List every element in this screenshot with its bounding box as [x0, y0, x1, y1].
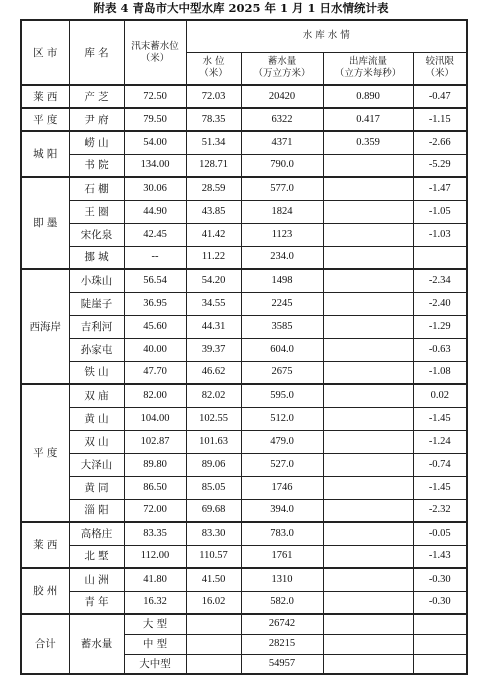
table-row — [21, 407, 467, 430]
limit-level-cell: 82.00 — [124, 384, 186, 407]
table-row — [21, 430, 467, 453]
outflow-cell — [323, 315, 413, 338]
reservoir-name-cell: 书 院 — [69, 154, 124, 177]
table-row — [21, 476, 467, 499]
storage-cell: 2245 — [241, 292, 323, 315]
reservoir-name-cell: 崂 山 — [69, 131, 124, 154]
total-row — [21, 614, 467, 634]
total-blank-cell — [186, 654, 241, 674]
storage-cell: 527.0 — [241, 453, 323, 476]
outflow-cell — [323, 223, 413, 246]
water-level-cell: 72.03 — [186, 85, 241, 108]
district-cell: 平 度 — [21, 108, 69, 131]
water-level-cell: 39.37 — [186, 338, 241, 361]
vs-limit-cell: -0.30 — [413, 591, 467, 614]
water-level-cell: 69.68 — [186, 499, 241, 522]
limit-level-cell: 112.00 — [124, 545, 186, 568]
vs-limit-cell: -1.45 — [413, 407, 467, 430]
reservoir-table — [20, 19, 468, 675]
outflow-cell — [323, 499, 413, 522]
header-limit-level: 汛末蓄水位 （米） — [124, 20, 186, 85]
outflow-cell — [323, 430, 413, 453]
limit-level-cell: 36.95 — [124, 292, 186, 315]
water-level-cell: 16.02 — [186, 591, 241, 614]
outflow-cell — [323, 292, 413, 315]
reservoir-name-cell: 高格庄 — [69, 522, 124, 545]
total-label: 合计 — [21, 614, 69, 674]
reservoir-name-cell: 尹 府 — [69, 108, 124, 131]
vs-limit-cell: -0.30 — [413, 568, 467, 591]
table-row — [21, 361, 467, 384]
table-row — [21, 568, 467, 591]
water-level-cell: 11.22 — [186, 246, 241, 269]
water-level-cell: 83.30 — [186, 522, 241, 545]
limit-level-cell: 44.90 — [124, 200, 186, 223]
total-blank-cell — [323, 634, 413, 654]
total-blank-cell — [413, 634, 467, 654]
storage-cell: 1498 — [241, 269, 323, 292]
vs-limit-cell: -2.34 — [413, 269, 467, 292]
limit-level-cell: 40.00 — [124, 338, 186, 361]
header-storage: 蓄水量 （万立方米） — [241, 52, 323, 85]
limit-level-cell: 83.35 — [124, 522, 186, 545]
limit-level-cell: 56.54 — [124, 269, 186, 292]
total-blank-cell — [186, 614, 241, 634]
total-value-cell: 28215 — [241, 634, 323, 654]
outflow-cell — [323, 476, 413, 499]
storage-cell: 2675 — [241, 361, 323, 384]
table-row — [21, 269, 467, 292]
limit-level-cell: 45.60 — [124, 315, 186, 338]
district-cell: 即 墨 — [21, 177, 69, 269]
storage-cell: 582.0 — [241, 591, 323, 614]
limit-level-cell: -- — [124, 246, 186, 269]
storage-cell: 595.0 — [241, 384, 323, 407]
storage-cell: 234.0 — [241, 246, 323, 269]
total-blank-cell — [323, 614, 413, 634]
reservoir-name-cell: 北 墅 — [69, 545, 124, 568]
outflow-cell — [323, 200, 413, 223]
vs-limit-cell: -1.24 — [413, 430, 467, 453]
vs-limit-cell: -1.45 — [413, 476, 467, 499]
district-cell: 莱 西 — [21, 522, 69, 568]
storage-cell: 394.0 — [241, 499, 323, 522]
outflow-cell — [323, 545, 413, 568]
district-cell: 胶 州 — [21, 568, 69, 614]
storage-cell: 1824 — [241, 200, 323, 223]
outflow-cell — [323, 407, 413, 430]
water-level-cell: 85.05 — [186, 476, 241, 499]
limit-level-cell: 72.50 — [124, 85, 186, 108]
storage-cell: 783.0 — [241, 522, 323, 545]
outflow-cell: 0.417 — [323, 108, 413, 131]
water-level-cell: 51.34 — [186, 131, 241, 154]
vs-limit-cell: -0.74 — [413, 453, 467, 476]
limit-level-cell: 102.87 — [124, 430, 186, 453]
limit-level-cell: 89.80 — [124, 453, 186, 476]
header-water-regime: 水 库 水 情 — [186, 20, 467, 52]
storage-cell: 20420 — [241, 85, 323, 108]
water-level-cell: 78.35 — [186, 108, 241, 131]
limit-level-cell: 134.00 — [124, 154, 186, 177]
vs-limit-cell: 0.02 — [413, 384, 467, 407]
storage-cell: 512.0 — [241, 407, 323, 430]
district-cell: 平 度 — [21, 384, 69, 522]
total-type-cell: 大 型 — [124, 614, 186, 634]
reservoir-name-cell: 黄 同 — [69, 476, 124, 499]
table-row — [21, 223, 467, 246]
reservoir-name-cell: 吉利河 — [69, 315, 124, 338]
outflow-cell — [323, 361, 413, 384]
limit-level-cell: 104.00 — [124, 407, 186, 430]
storage-cell: 3585 — [241, 315, 323, 338]
water-level-cell: 41.50 — [186, 568, 241, 591]
vs-limit-cell: -1.43 — [413, 545, 467, 568]
water-level-cell: 44.31 — [186, 315, 241, 338]
vs-limit-cell: -2.66 — [413, 131, 467, 154]
limit-level-cell: 42.45 — [124, 223, 186, 246]
district-cell: 莱 西 — [21, 85, 69, 108]
water-level-cell: 28.59 — [186, 177, 241, 200]
table-row — [21, 338, 467, 361]
vs-limit-cell: -0.47 — [413, 85, 467, 108]
limit-level-cell: 72.00 — [124, 499, 186, 522]
reservoir-name-cell: 黄 山 — [69, 407, 124, 430]
water-level-cell: 101.63 — [186, 430, 241, 453]
outflow-cell — [323, 154, 413, 177]
table-row — [21, 522, 467, 545]
water-level-cell: 89.06 — [186, 453, 241, 476]
outflow-cell — [323, 384, 413, 407]
table-row — [21, 384, 467, 407]
outflow-cell — [323, 177, 413, 200]
water-level-cell: 54.20 — [186, 269, 241, 292]
vs-limit-cell: -0.05 — [413, 522, 467, 545]
outflow-cell: 0.359 — [323, 131, 413, 154]
storage-cell: 577.0 — [241, 177, 323, 200]
table-row — [21, 545, 467, 568]
total-blank-cell — [323, 654, 413, 674]
storage-cell: 790.0 — [241, 154, 323, 177]
table-row — [21, 131, 467, 154]
table-row — [21, 246, 467, 269]
limit-level-cell: 41.80 — [124, 568, 186, 591]
vs-limit-cell: -2.40 — [413, 292, 467, 315]
total-value-cell: 54957 — [241, 654, 323, 674]
table-row — [21, 591, 467, 614]
water-level-cell: 82.02 — [186, 384, 241, 407]
header-district: 区 市 — [21, 20, 69, 85]
table-row — [21, 292, 467, 315]
reservoir-name-cell: 王 圈 — [69, 200, 124, 223]
reservoir-name-cell: 宋化泉 — [69, 223, 124, 246]
table-row — [21, 177, 467, 200]
outflow-cell — [323, 246, 413, 269]
vs-limit-cell: -1.03 — [413, 223, 467, 246]
table-row — [21, 108, 467, 131]
limit-level-cell: 79.50 — [124, 108, 186, 131]
vs-limit-cell — [413, 246, 467, 269]
limit-level-cell: 86.50 — [124, 476, 186, 499]
reservoir-name-cell: 大泽山 — [69, 453, 124, 476]
reservoir-name-cell: 挪 城 — [69, 246, 124, 269]
total-storage-label: 蓄水量 — [69, 614, 124, 674]
reservoir-name-cell: 山 洲 — [69, 568, 124, 591]
reservoir-name-cell: 铁 山 — [69, 361, 124, 384]
vs-limit-cell: -0.63 — [413, 338, 467, 361]
outflow-cell — [323, 568, 413, 591]
storage-cell: 604.0 — [241, 338, 323, 361]
reservoir-name-cell: 孙家屯 — [69, 338, 124, 361]
total-value-cell: 26742 — [241, 614, 323, 634]
total-blank-cell — [413, 654, 467, 674]
vs-limit-cell: -1.05 — [413, 200, 467, 223]
vs-limit-cell: -1.08 — [413, 361, 467, 384]
vs-limit-cell: -1.15 — [413, 108, 467, 131]
outflow-cell — [323, 453, 413, 476]
storage-cell: 1761 — [241, 545, 323, 568]
district-cell: 西海岸 — [21, 269, 69, 384]
reservoir-name-cell: 陡崖子 — [69, 292, 124, 315]
storage-cell: 4371 — [241, 131, 323, 154]
limit-level-cell: 47.70 — [124, 361, 186, 384]
limit-level-cell: 54.00 — [124, 131, 186, 154]
header-vs-limit: 较汛限 （米） — [413, 52, 467, 85]
district-cell: 城 阳 — [21, 131, 69, 177]
reservoir-name-cell: 淄 阳 — [69, 499, 124, 522]
water-level-cell: 41.42 — [186, 223, 241, 246]
water-level-cell: 102.55 — [186, 407, 241, 430]
total-type-cell: 中 型 — [124, 634, 186, 654]
vs-limit-cell: -2.32 — [413, 499, 467, 522]
table-row — [21, 200, 467, 223]
vs-limit-cell: -1.29 — [413, 315, 467, 338]
table-row — [21, 85, 467, 108]
reservoir-name-cell: 双 山 — [69, 430, 124, 453]
storage-cell: 1746 — [241, 476, 323, 499]
table-title: 附表 4 青岛市大中型水库 2025 年 1 月 1 日水情统计表 — [93, 1, 389, 15]
outflow-cell — [323, 591, 413, 614]
table-row — [21, 453, 467, 476]
water-level-cell: 128.71 — [186, 154, 241, 177]
outflow-cell — [323, 522, 413, 545]
outflow-cell: 0.890 — [323, 85, 413, 108]
reservoir-name-cell: 产 芝 — [69, 85, 124, 108]
reservoir-name-cell: 青 年 — [69, 591, 124, 614]
header-water-level: 水 位 （米） — [186, 52, 241, 85]
limit-level-cell: 16.32 — [124, 591, 186, 614]
storage-cell: 1310 — [241, 568, 323, 591]
total-type-cell: 大中型 — [124, 654, 186, 674]
outflow-cell — [323, 338, 413, 361]
table-row — [21, 315, 467, 338]
storage-cell: 1123 — [241, 223, 323, 246]
reservoir-name-cell: 石 棚 — [69, 177, 124, 200]
total-blank-cell — [413, 614, 467, 634]
table-row — [21, 154, 467, 177]
reservoir-name-cell: 小珠山 — [69, 269, 124, 292]
outflow-cell — [323, 269, 413, 292]
table-row — [21, 499, 467, 522]
water-level-cell: 34.55 — [186, 292, 241, 315]
storage-cell: 6322 — [241, 108, 323, 131]
limit-level-cell: 30.06 — [124, 177, 186, 200]
reservoir-name-cell: 双 庙 — [69, 384, 124, 407]
vs-limit-cell: -5.29 — [413, 154, 467, 177]
vs-limit-cell: -1.47 — [413, 177, 467, 200]
water-level-cell: 110.57 — [186, 545, 241, 568]
header-outflow: 出库流量 （立方米每秒） — [323, 52, 413, 85]
water-level-cell: 43.85 — [186, 200, 241, 223]
storage-cell: 479.0 — [241, 430, 323, 453]
total-blank-cell — [186, 634, 241, 654]
water-level-cell: 46.62 — [186, 361, 241, 384]
header-reservoir: 库 名 — [69, 20, 124, 85]
